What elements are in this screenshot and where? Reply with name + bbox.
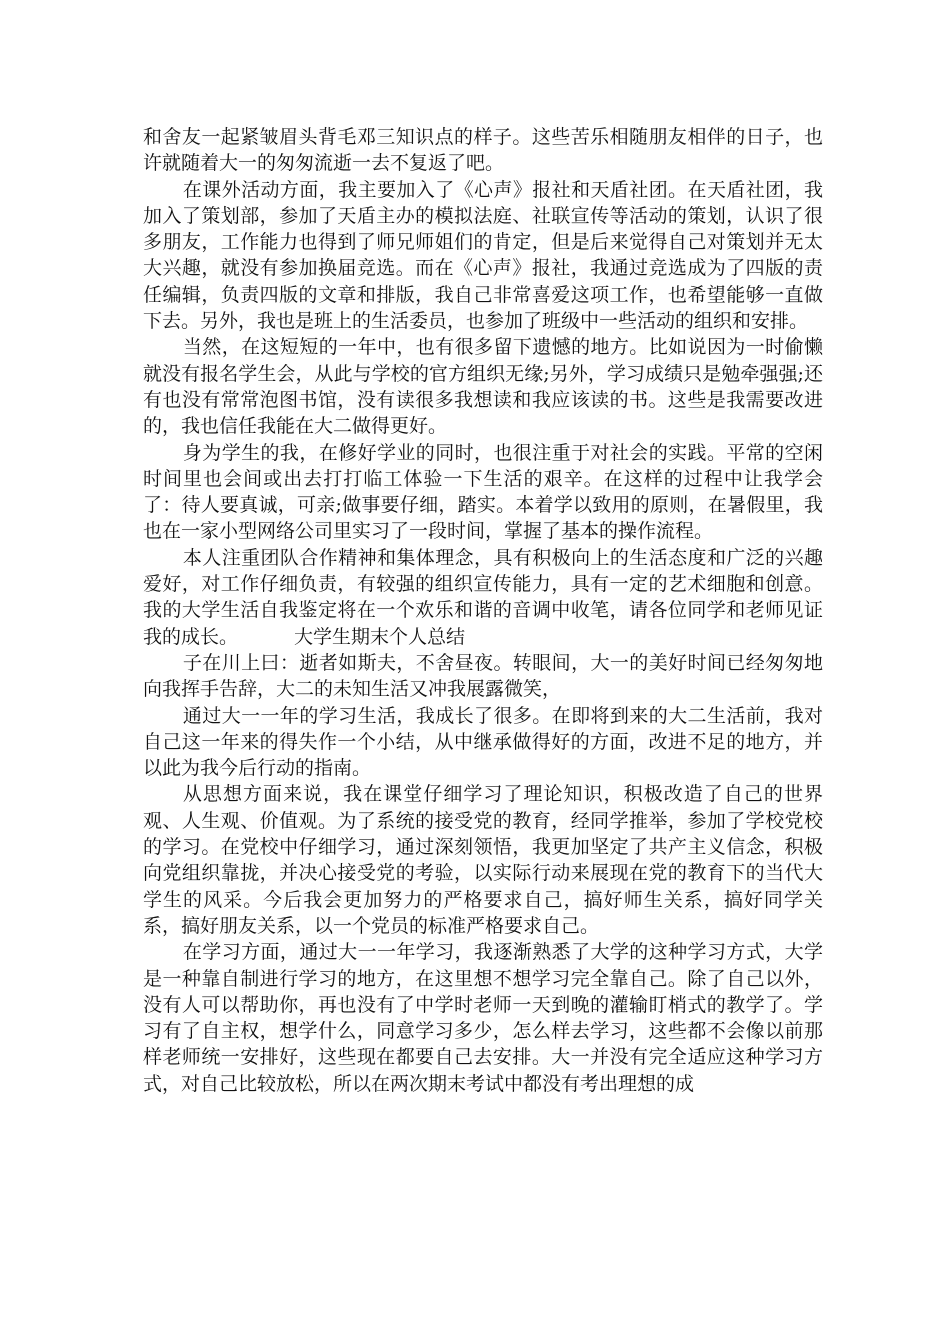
section-title: 大学生期末个人总结 <box>294 625 466 648</box>
paragraph-5 <box>143 545 823 650</box>
paragraph-7 <box>143 703 823 782</box>
paragraph-text: 子在川上曰：逝者如斯夫，不舍昼夜。转眼间，大一的美好时间已经匆匆地向我挥手告辞，大二的未知生活又冲我展露微笑， <box>143 651 823 701</box>
paragraph-text: 在学习方面，通过大一一年学习，我逐渐熟悉了大学的这种学习方式，大学是一种靠自制进行学习的地方，在这里想不想学习完全靠自己。除了自己以外，没有人可以帮助你，再也没有了中学时老师一天到晚的灌输盯梢式的教学了。学习有了自主权，想学什么，同意学习多少，怎么样去学习，这些都不会像以前那样老师统一安排好，这些现在都要自己去安排。大一并没有完全适应这种学习方式，对自己比较放松，所以在两次期末考试中都没有考出理想的成 <box>143 941 823 1095</box>
paragraph-text: 通过大一一年的学习生活，我成长了很多。在即将到来的大二生活前，我对自己这一年来的得失作一个小结，从中继承做得好的方面，改进不足的地方，并以此为我今后行动的指南。 <box>143 704 823 780</box>
document-page <box>143 124 823 1097</box>
paragraph-text: 在课外活动方面，我主要加入了《心声》报社和天盾社团。在天盾社团，我加入了策划部，参加了天盾主办的模拟法庭、社联宣传等活动的策划，认识了很多朋友，工作能力也得到了师兄师姐们的肯定，但是后来觉得自己对策划并无太大兴趣，就没有参加换届竞选。而在《心声》报社，我通过竞选成为了四版的责任编辑，负责四版的文章和排版，我自己非常喜爱这项工作，也希望能够一直做下去。另外，我也是班上的生活委员，也参加了班级中一些活动的组织和安排。 <box>143 178 823 333</box>
paragraph-text: 当然，在这短短的一年中，也有很多留下遗憾的地方。比如说因为一时偷懒就没有报名学生会，从此与学校的官方组织无缘;另外，学习成绩只是勉牵强强;还有也没有常常泡图书馆，没有读很多我想读和我应该读的书。这些是我需要改进的，我也信任我能在大二做得更好。 <box>143 336 823 438</box>
paragraph-4 <box>143 440 823 545</box>
paragraph-6 <box>143 650 823 703</box>
paragraph-text: 身为学生的我，在修好学业的同时，也很注重于对社会的实践。平常的空闲时间里也会间或出去打打临工体验一下生活的艰辛。在这样的过程中让我学会了：待人要真诚，可亲;做事要仔细，踏实。本着学以致用的原则，在暑假里，我也在一家小型网络公司里实习了一段时间，掌握了基本的操作流程。 <box>143 441 823 543</box>
paragraph-2 <box>143 177 823 335</box>
paragraph-3 <box>143 334 823 439</box>
paragraph-9 <box>143 939 823 1097</box>
paragraph-1 <box>143 124 823 177</box>
paragraph-text: 从思想方面来说，我在课堂仔细学习了理论知识，积极改造了自己的世界观、人生观、价值观。为了系统的接受党的教育，经同学推举，参加了学校党校的学习。在党校中仔细学习，通过深刻领悟，我更加坚定了共产主义信念，积极向党组织靠拢，并决心接受党的考验，以实际行动来展现在党的教育下的当代大学生的风采。今后我会更加努力的严格要求自己，搞好师生关系，搞好同学关系，搞好朋友关系，以一个党员的标准严格要求自己。 <box>143 783 823 937</box>
paragraph-text: 本人注重团队合作精神和集体理念，具有积极向上的生活态度和广泛的兴趣爱好，对工作仔细负责，有较强的组织宣传能力，具有一定的艺术细胞和创意。我的大学生活自我鉴定将在一个欢乐和谐的音调中收笔，请各位同学和老师见证我的成长。 <box>143 546 823 648</box>
paragraph-text: 和舍友一起紧皱眉头背毛邓三知识点的样子。这些苦乐相随朋友相伴的日子，也许就随着大一的匆匆流逝一去不复返了吧。 <box>143 126 823 175</box>
paragraph-8 <box>143 781 823 939</box>
